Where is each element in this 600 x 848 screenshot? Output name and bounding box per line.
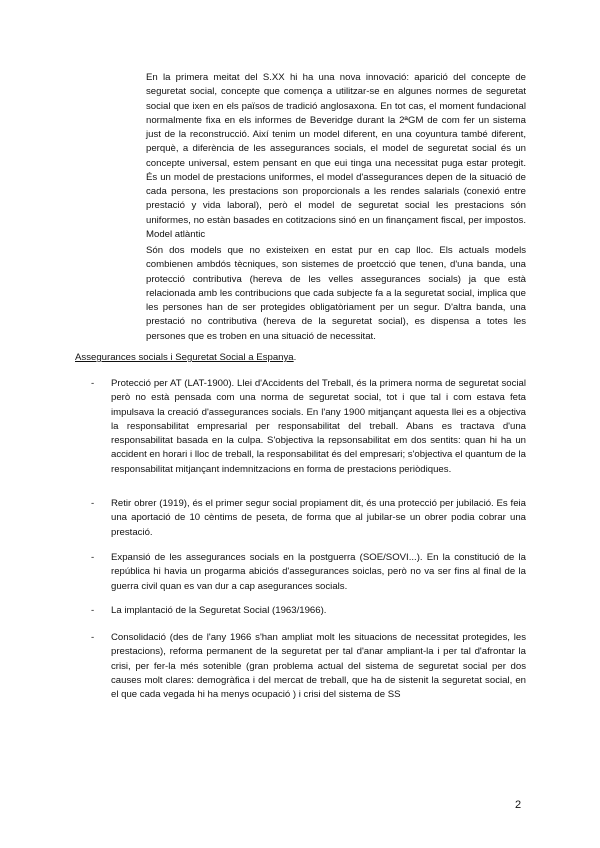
section-heading-period: . (293, 352, 297, 363)
page-number: 2 (515, 799, 522, 811)
paragraph-mixed-models: Són dos models que no existeixen en estat pur en cap lloc. Els actuals models combienen ambdós tècniques, son sistemes de proetcció que tenen, d'una banda, una protecció contributiva (hereva de les velles assegurances socials) ja que està relacionada amb les contribucions que cada subjecte fa a la seguretat social, implica que les persones han de ser protegides obligatòriament per un segur. D'altra banda, una prestació no contributiva (hereva de la seguretat social), es dispensa a totes les persones que es troben en una situació de necessitat. (146, 245, 526, 342)
list-item-text: Consolidació (des de l'any 1966 s'han ampliat molt les situacions de necessitat protegides, les prestacions), reforma permanent de la seguretat per tal d'anar ampliant-la i per tal d'afrontar la crisi, per fer-la més sotenible (gran problema actual del sistema de seguretat social per dos causes molt clares: demogràfica i del mercat de treball, que ha de sistenit la seguretat social, en el que cada vegada hi ha menys ocupació ) i crisi del sistema de SS (111, 632, 526, 700)
list-item-text: Protecció per AT (LAT-1900). Llei d'Accidents del Treball, és la primera norma de seguretat social però no està pensada com una norma de seguretat social, tot i que tal i com estava feta impulsava la creació d'assegurances socials. En l'any 1900 mitjançant aquesta llei es a objectiva la responsabilitat empresarial per responsabilitat del treball. Abans es tractava d'una responsabilitat basada en la culpa. S'objectiva la repsonsabilitat em dos sentits: quan hi ha un accident en horari i lloc de treball, la responsabilitat és del empresari; s'objectiva el quantum de la responsabilitat mitjançant indemnitzacions en forma de prestacions periòdiques. (111, 378, 526, 475)
list-bullet: - (91, 605, 95, 616)
list-item-text: La implantació de la Seguretat Social (1963/1966). (111, 605, 327, 616)
list-bullet: - (91, 498, 95, 509)
paragraph-social-security-concept: En la primera meitat del S.XX hi ha una nova innovació: aparició del concepte de seguretat social, concepte que comença a utilitzar-se en algunes normes de seguretat social que ixen en els països de tradició anglosaxona. En tot cas, el moment fundacional normalmente fixa en els informes de Beveridge durant la 2ªGM de com fer un sistema just de la reconstrucció. Així tenim un model diferent, en una coyuntura també diferent, perquè, a diferència de les assegurances socials, el model de seguretat social és un concepte universal, estem pensant en que eui tinga una necessitat puga estar protegit. És un model de prestacions uniformes, el model d'assegurances depen de la situació de cada persona, les prestacions son proporcionals a les rendes salarials (conexió entre prestació y vida laboral), però el model de seguretat social les prestacions són uniformes, no estàn basades en cotitzacions sinó en un finançament fiscal, per impostos. Model atlàntic (146, 72, 526, 240)
list-item-text: Retir obrer (1919), és el primer segur social propiament dit, és una protecció per jubilació. Es feia una aportació de 10 cèntims de peseta, de forma que al jubilar-se un obrer podia cobrar una prestació. (111, 498, 526, 538)
list-bullet: - (91, 552, 95, 563)
section-heading-text: Assegurances socials i Seguretat Social a Espanya (75, 352, 294, 363)
section-heading (75, 351, 296, 365)
list-bullet: - (91, 378, 95, 389)
list-item-text: Expansió de les assegurances socials en la postguerra (SOE/SOVI...). En la constitució de la república hi havia un progarma abiciós d'assegurances soiclas, però no va ser fins al final de la guerra civil quan es van dur a cap asegurances socials. (111, 552, 526, 592)
list-bullet: - (91, 632, 95, 643)
